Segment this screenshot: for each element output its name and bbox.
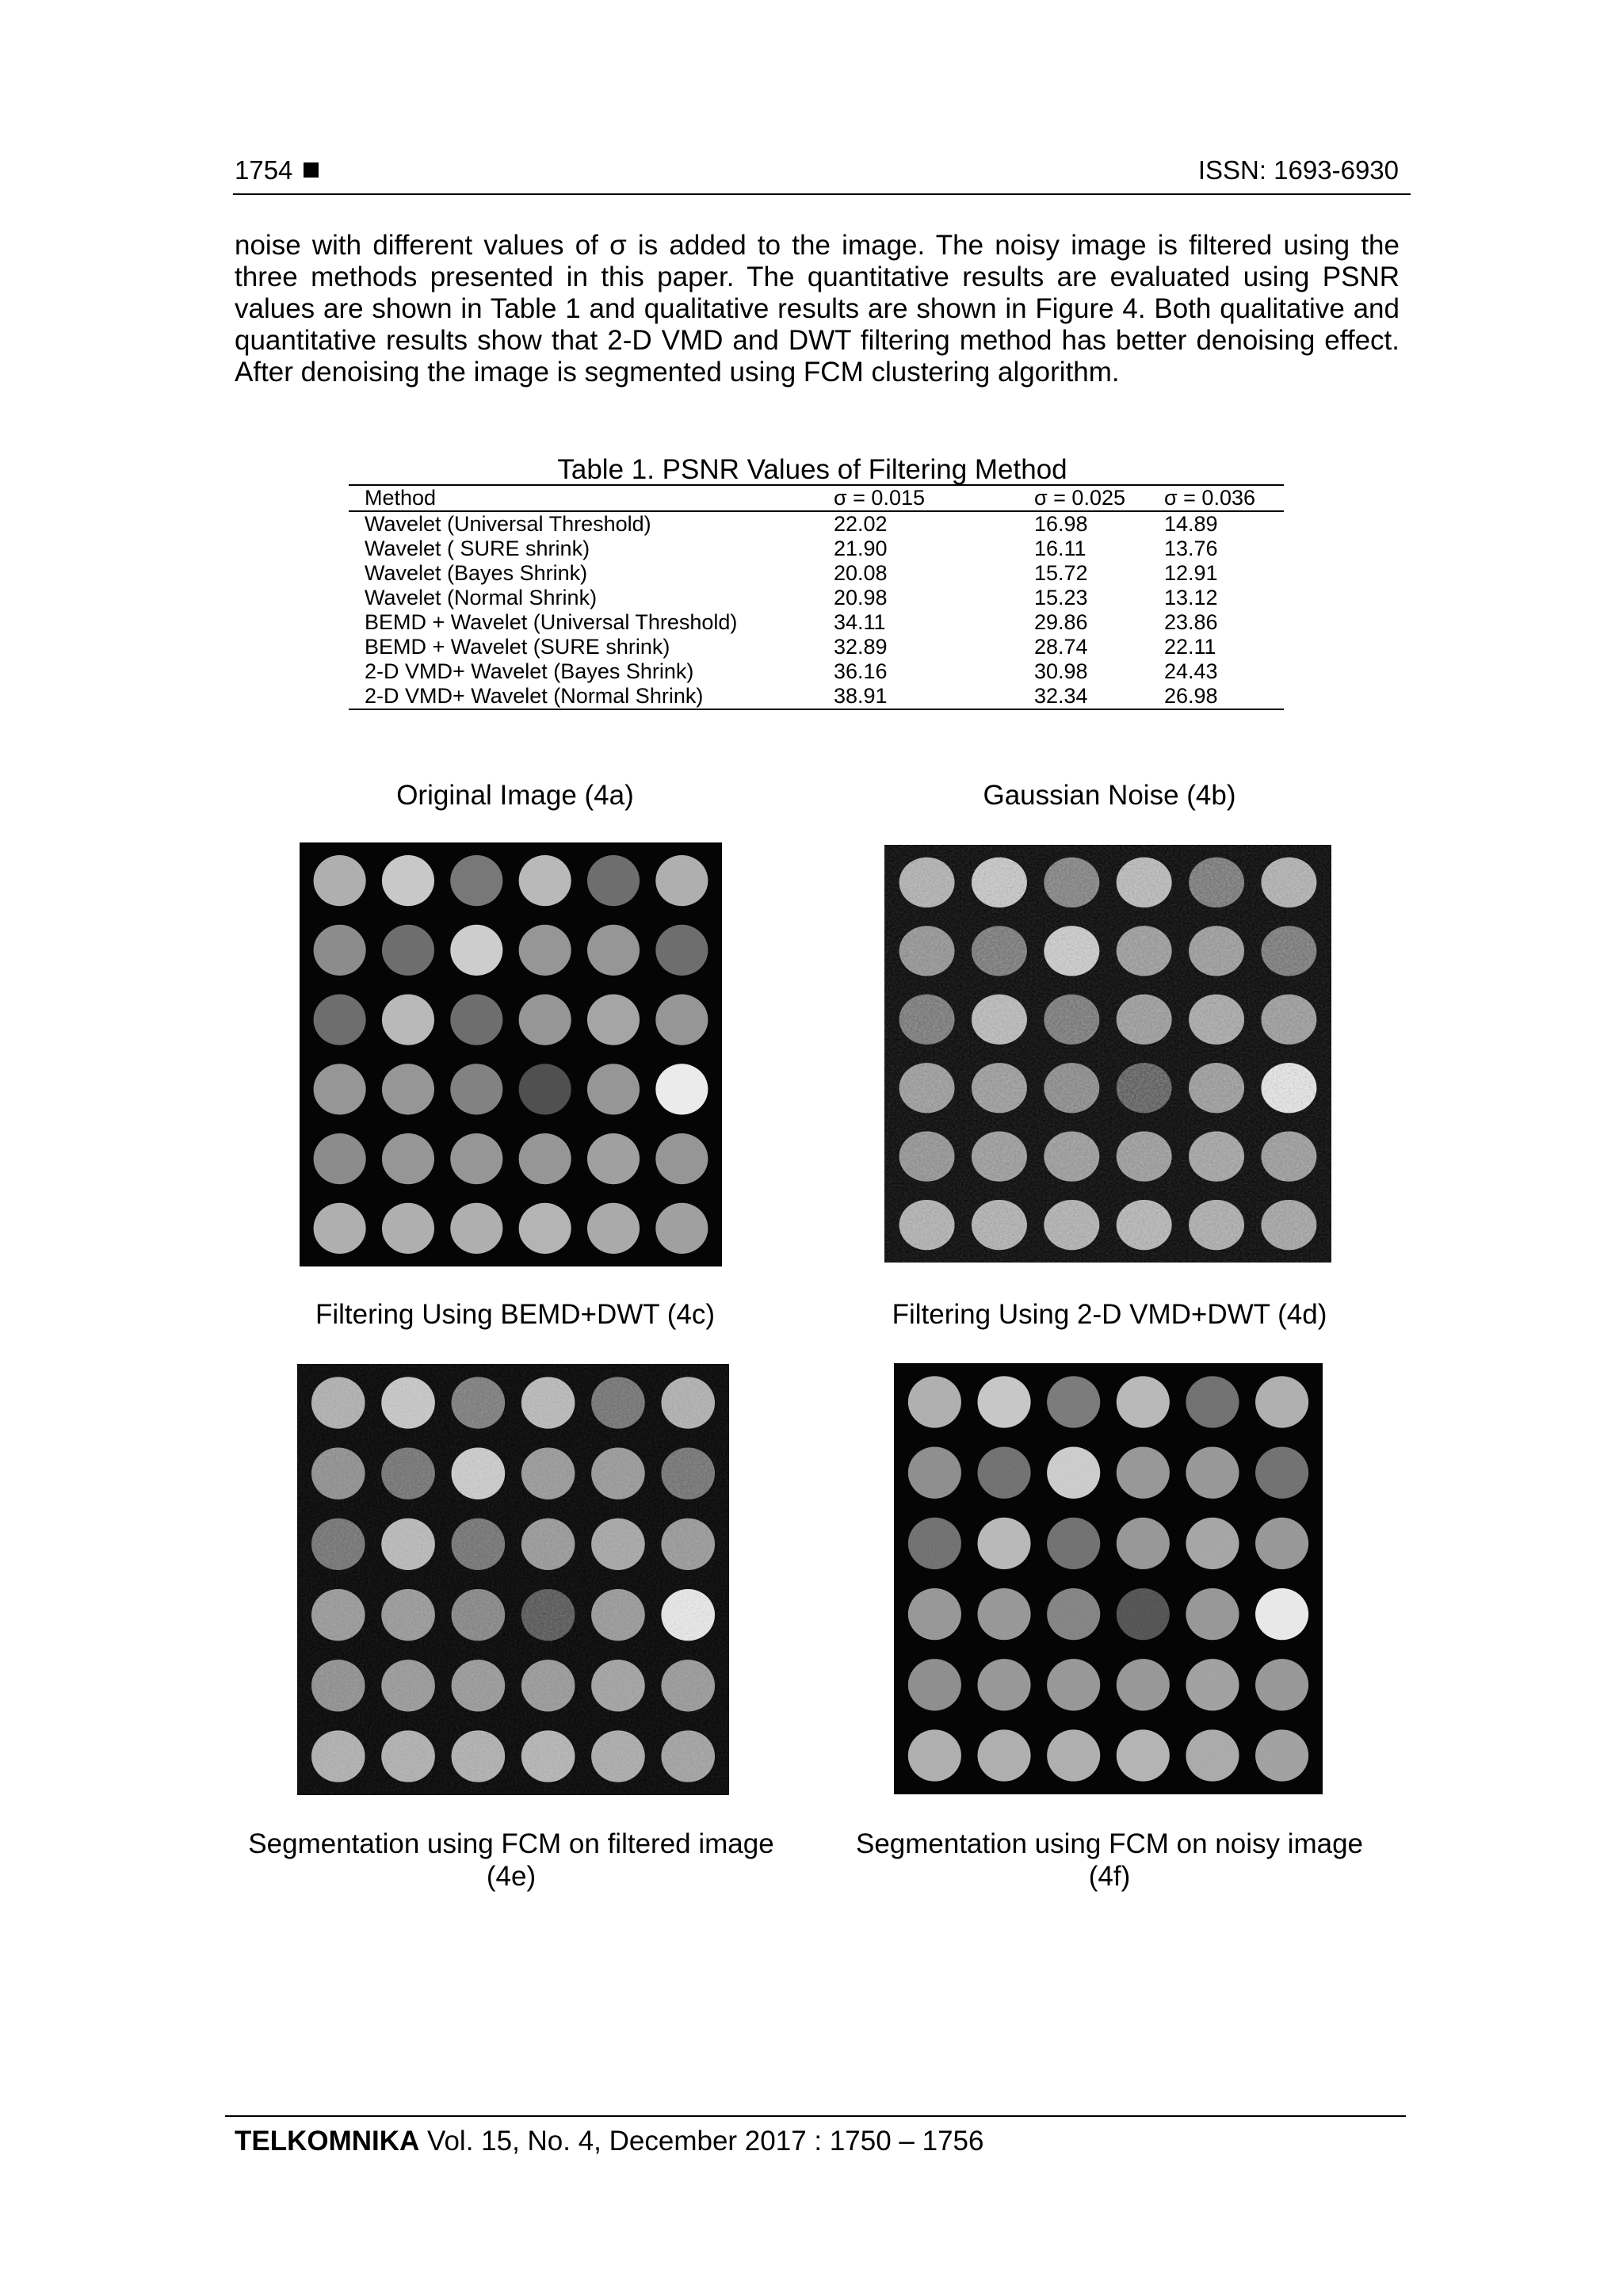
phantom-disc-noise bbox=[1255, 1518, 1308, 1569]
caption-4d: Filtering Using 2-D VMD+DWT (4d) bbox=[892, 1299, 1327, 1330]
phantom-disc bbox=[450, 1064, 502, 1114]
psnr-table bbox=[349, 484, 1284, 710]
phantom-disc-noise bbox=[1189, 1200, 1244, 1250]
psnr-cell: 20.98 bbox=[834, 586, 888, 609]
page-number bbox=[235, 155, 319, 185]
phantom-disc-noise bbox=[521, 1730, 575, 1782]
phantom-disc-noise bbox=[1117, 926, 1172, 976]
phantom-disc-noise bbox=[591, 1660, 645, 1711]
phantom-disc-noise bbox=[591, 1730, 645, 1782]
phantom-disc-noise bbox=[661, 1377, 715, 1428]
phantom-disc-noise bbox=[977, 1729, 1030, 1781]
method-cell: Wavelet (Bayes Shrink) bbox=[365, 561, 588, 585]
phantom-disc bbox=[587, 995, 640, 1045]
method-cell: Wavelet (Normal Shrink) bbox=[365, 586, 598, 609]
table-row bbox=[349, 659, 1284, 684]
phantom-disc-noise bbox=[661, 1448, 715, 1499]
phantom-disc-noise bbox=[1261, 926, 1316, 976]
journal-name: TELKOMNIKA bbox=[235, 2126, 420, 2157]
table-header-row bbox=[349, 485, 1284, 511]
phantom-disc-noise bbox=[1117, 1063, 1172, 1113]
phantom-disc-noise bbox=[661, 1660, 715, 1711]
phantom-disc bbox=[314, 925, 366, 976]
phantom-disc-noise bbox=[1117, 1200, 1172, 1250]
method-cell: BEMD + Wavelet (SURE shrink) bbox=[365, 635, 670, 659]
phantom-disc bbox=[655, 995, 708, 1045]
psnr-cell: 24.43 bbox=[1164, 659, 1218, 683]
psnr-cell: 22.02 bbox=[834, 512, 888, 536]
column-header: Method bbox=[365, 486, 437, 510]
phantom-disc bbox=[655, 925, 708, 976]
table-row bbox=[349, 684, 1284, 709]
black-square-icon bbox=[304, 162, 319, 178]
phantom-disc-noise bbox=[977, 1659, 1030, 1710]
caption-4e-line1: Segmentation using FCM on filtered image bbox=[248, 1828, 774, 1859]
psnr-cell: 34.11 bbox=[834, 610, 886, 634]
phantom-disc-noise bbox=[1117, 1376, 1170, 1427]
phantom-disc bbox=[587, 855, 640, 906]
phantom-disc-noise bbox=[1044, 1132, 1099, 1182]
phantom-disc-noise bbox=[1044, 995, 1099, 1045]
caption-4a: Original Image (4a) bbox=[396, 780, 634, 811]
caption-4b: Gaussian Noise (4b) bbox=[983, 780, 1236, 811]
phantom-disc bbox=[655, 1133, 708, 1184]
phantom-disc-noise bbox=[1255, 1729, 1308, 1781]
table-row bbox=[349, 537, 1284, 561]
phantom-disc-noise bbox=[1189, 858, 1244, 907]
phantom-disc-noise bbox=[908, 1447, 961, 1499]
phantom-disc-noise bbox=[1117, 1447, 1170, 1499]
psnr-cell: 13.12 bbox=[1164, 586, 1218, 609]
table-row bbox=[349, 586, 1284, 610]
method-cell: BEMD + Wavelet (Universal Threshold) bbox=[365, 610, 738, 634]
phantom-disc-noise bbox=[908, 1729, 961, 1781]
phantom-image bbox=[297, 1364, 729, 1795]
phantom-disc bbox=[314, 1133, 366, 1184]
phantom-disc-noise bbox=[591, 1448, 645, 1499]
phantom-disc-noise bbox=[591, 1519, 645, 1570]
phantom-disc-noise bbox=[381, 1448, 435, 1499]
table-row bbox=[349, 610, 1284, 635]
phantom-disc-noise bbox=[1117, 1588, 1170, 1640]
phantom-disc-noise bbox=[452, 1730, 506, 1782]
phantom-disc bbox=[519, 925, 571, 976]
phantom-disc bbox=[450, 995, 502, 1045]
phantom-disc-noise bbox=[1261, 858, 1316, 907]
psnr-cell: 16.11 bbox=[1034, 537, 1086, 560]
psnr-cell: 16.98 bbox=[1034, 512, 1088, 536]
phantom-disc-noise bbox=[972, 858, 1027, 907]
phantom-disc bbox=[519, 855, 571, 906]
phantom-disc-noise bbox=[661, 1730, 715, 1782]
phantom-disc-noise bbox=[972, 995, 1027, 1045]
caption-4f-line1: Segmentation using FCM on noisy image bbox=[855, 1828, 1364, 1859]
original-image-panel bbox=[300, 842, 722, 1266]
phantom-disc-noise bbox=[977, 1518, 1030, 1569]
phantom-disc-noise bbox=[972, 1200, 1027, 1250]
caption-4c: Filtering Using BEMD+DWT (4c) bbox=[315, 1299, 716, 1330]
phantom-disc bbox=[587, 925, 640, 976]
phantom-disc-noise bbox=[899, 926, 955, 976]
phantom-disc-noise bbox=[1261, 1063, 1316, 1113]
psnr-cell: 20.08 bbox=[834, 561, 888, 585]
phantom-disc-noise bbox=[1117, 995, 1172, 1045]
phantom-disc-noise bbox=[1044, 1200, 1099, 1250]
phantom-disc-noise bbox=[1186, 1659, 1239, 1710]
phantom-disc-noise bbox=[521, 1589, 575, 1641]
phantom-disc-noise bbox=[452, 1660, 506, 1711]
phantom-disc-noise bbox=[899, 858, 955, 907]
phantom-disc bbox=[450, 1133, 502, 1184]
phantom-disc bbox=[314, 1064, 366, 1114]
phantom-disc-noise bbox=[452, 1448, 506, 1499]
column-header: σ = 0.025 bbox=[1034, 486, 1126, 510]
psnr-cell: 28.74 bbox=[1034, 635, 1088, 659]
phantom-disc-noise bbox=[1255, 1659, 1308, 1710]
bemd-dwt-filtered-panel bbox=[297, 1364, 729, 1795]
phantom-disc bbox=[519, 995, 571, 1045]
method-cell: 2-D VMD+ Wavelet (Normal Shrink) bbox=[365, 684, 704, 708]
phantom-image bbox=[894, 1363, 1323, 1794]
table-caption: Table 1. PSNR Values of Filtering Method bbox=[557, 454, 1067, 485]
caption-4e bbox=[238, 1828, 785, 1893]
phantom-disc bbox=[519, 1064, 571, 1114]
table-row bbox=[349, 561, 1284, 586]
phantom-disc-noise bbox=[1047, 1588, 1100, 1640]
phantom-disc-noise bbox=[1186, 1729, 1239, 1781]
psnr-cell: 30.98 bbox=[1034, 659, 1088, 683]
phantom-disc-noise bbox=[1047, 1729, 1100, 1781]
method-cell: Wavelet (Universal Threshold) bbox=[365, 512, 651, 536]
phantom-disc bbox=[382, 1133, 434, 1184]
phantom-disc bbox=[450, 925, 502, 976]
method-cell: Wavelet ( SURE shrink) bbox=[365, 537, 590, 560]
phantom-disc-noise bbox=[1255, 1376, 1308, 1427]
table-row bbox=[349, 635, 1284, 659]
psnr-cell: 15.72 bbox=[1034, 561, 1088, 585]
phantom-disc-noise bbox=[1186, 1447, 1239, 1499]
phantom-disc-noise bbox=[1189, 1063, 1244, 1113]
caption-4f-line2: (4f) bbox=[1088, 1861, 1131, 1892]
phantom-disc bbox=[655, 1203, 708, 1254]
phantom-disc-noise bbox=[1117, 858, 1172, 907]
footer-rule bbox=[225, 2115, 1406, 2117]
phantom-disc-noise bbox=[977, 1376, 1030, 1427]
phantom-disc-noise bbox=[452, 1377, 506, 1428]
phantom-disc-noise bbox=[381, 1377, 435, 1428]
phantom-disc-noise bbox=[591, 1589, 645, 1641]
phantom-disc-noise bbox=[1186, 1518, 1239, 1569]
psnr-cell: 32.89 bbox=[834, 635, 888, 659]
body-paragraph: noise with different values of σ is added to the image. The noisy image is filtered using the three methods presented in this paper. The quantitative results are evaluated using PSNR values are shown in Table 1 and qualitative results are shown in Figure 4. Both qualitative and quantitative results show that 2-D VMD and DWT filtering method has better denoising effect. After denoising the image is segmented using FCM clustering algorithm. bbox=[235, 230, 1400, 388]
phantom-disc-noise bbox=[1047, 1659, 1100, 1710]
phantom-disc-noise bbox=[452, 1589, 506, 1641]
phantom-disc-noise bbox=[452, 1519, 506, 1570]
phantom-disc bbox=[382, 1203, 434, 1254]
phantom-disc bbox=[450, 855, 502, 906]
phantom-disc-noise bbox=[661, 1589, 715, 1641]
phantom-disc-noise bbox=[1189, 1132, 1244, 1182]
phantom-disc bbox=[382, 925, 434, 976]
phantom-disc-noise bbox=[381, 1730, 435, 1782]
gaussian-noise-panel bbox=[884, 845, 1331, 1263]
phantom-disc bbox=[519, 1203, 571, 1254]
phantom-disc-noise bbox=[1047, 1376, 1100, 1427]
phantom-disc-noise bbox=[311, 1589, 365, 1641]
psnr-cell: 12.91 bbox=[1164, 561, 1218, 585]
phantom-disc-noise bbox=[1117, 1659, 1170, 1710]
psnr-cell: 32.34 bbox=[1034, 684, 1088, 708]
psnr-cell: 15.23 bbox=[1034, 586, 1088, 609]
phantom-disc-noise bbox=[1255, 1588, 1308, 1640]
phantom-disc-noise bbox=[1047, 1447, 1100, 1499]
psnr-cell: 26.98 bbox=[1164, 684, 1218, 708]
phantom-disc-noise bbox=[311, 1377, 365, 1428]
phantom-image bbox=[300, 842, 722, 1266]
phantom-disc-noise bbox=[661, 1519, 715, 1570]
phantom-disc-noise bbox=[899, 1132, 955, 1182]
phantom-disc-noise bbox=[1044, 1063, 1099, 1113]
phantom-disc bbox=[450, 1203, 502, 1254]
phantom-disc bbox=[655, 855, 708, 906]
phantom-disc-noise bbox=[1044, 858, 1099, 907]
psnr-cell: 21.90 bbox=[834, 537, 888, 560]
column-header: σ = 0.036 bbox=[1164, 486, 1256, 510]
phantom-disc-noise bbox=[381, 1519, 435, 1570]
footer bbox=[235, 2126, 983, 2157]
psnr-cell: 23.86 bbox=[1164, 610, 1218, 634]
table-row bbox=[349, 511, 1284, 537]
phantom-disc-noise bbox=[1047, 1518, 1100, 1569]
phantom-disc-noise bbox=[1261, 1200, 1316, 1250]
psnr-cell: 29.86 bbox=[1034, 610, 1088, 634]
phantom-disc-noise bbox=[1189, 995, 1244, 1045]
phantom-disc-noise bbox=[311, 1660, 365, 1711]
phantom-disc bbox=[382, 1064, 434, 1114]
phantom-disc bbox=[655, 1064, 708, 1114]
phantom-disc bbox=[382, 995, 434, 1045]
phantom-disc-noise bbox=[1255, 1447, 1308, 1499]
phantom-disc-noise bbox=[972, 1132, 1027, 1182]
phantom-disc-noise bbox=[1044, 926, 1099, 976]
phantom-disc-noise bbox=[908, 1376, 961, 1427]
phantom-disc-noise bbox=[381, 1589, 435, 1641]
phantom-disc-noise bbox=[311, 1519, 365, 1570]
caption-4e-line2: (4e) bbox=[486, 1861, 537, 1892]
phantom-disc bbox=[587, 1203, 640, 1254]
psnr-cell: 36.16 bbox=[834, 659, 888, 683]
phantom-disc-noise bbox=[1261, 995, 1316, 1045]
phantom-disc-noise bbox=[972, 926, 1027, 976]
column-header: σ = 0.015 bbox=[834, 486, 926, 510]
caption-4f bbox=[840, 1828, 1379, 1893]
phantom-disc bbox=[314, 1203, 366, 1254]
phantom-disc-noise bbox=[977, 1588, 1030, 1640]
psnr-cell: 13.76 bbox=[1164, 537, 1218, 560]
phantom-disc-noise bbox=[1117, 1518, 1170, 1569]
phantom-disc-noise bbox=[899, 995, 955, 1045]
header-rule bbox=[233, 193, 1411, 195]
psnr-cell: 38.91 bbox=[834, 684, 888, 708]
phantom-disc-noise bbox=[1261, 1132, 1316, 1182]
phantom-disc-noise bbox=[899, 1200, 955, 1250]
citation: Vol. 15, No. 4, December 2017 : 1750 – 1756 bbox=[419, 2126, 984, 2157]
phantom-disc-noise bbox=[1117, 1729, 1170, 1781]
phantom-disc bbox=[587, 1064, 640, 1114]
vmd-dwt-filtered-panel bbox=[894, 1363, 1323, 1794]
phantom-disc bbox=[382, 855, 434, 906]
phantom-disc-noise bbox=[521, 1519, 575, 1570]
phantom-disc-noise bbox=[1117, 1132, 1172, 1182]
phantom-disc-noise bbox=[1189, 926, 1244, 976]
phantom-disc bbox=[587, 1133, 640, 1184]
phantom-disc-noise bbox=[521, 1660, 575, 1711]
phantom-disc-noise bbox=[899, 1063, 955, 1113]
phantom-disc-noise bbox=[1186, 1588, 1239, 1640]
phantom-disc-noise bbox=[972, 1063, 1027, 1113]
phantom-disc-noise bbox=[908, 1588, 961, 1640]
phantom-disc-noise bbox=[311, 1730, 365, 1782]
phantom-disc-noise bbox=[521, 1448, 575, 1499]
phantom-disc-noise bbox=[381, 1660, 435, 1711]
phantom-disc bbox=[314, 995, 366, 1045]
method-cell: 2-D VMD+ Wavelet (Bayes Shrink) bbox=[365, 659, 694, 683]
psnr-cell: 22.11 bbox=[1164, 635, 1216, 659]
page-number-text: 1754 bbox=[235, 155, 293, 185]
phantom-disc-noise bbox=[311, 1448, 365, 1499]
issn: ISSN: 1693-6930 bbox=[1197, 155, 1399, 185]
phantom-disc-noise bbox=[908, 1659, 961, 1710]
phantom-disc-noise bbox=[977, 1447, 1030, 1499]
phantom-disc-noise bbox=[908, 1518, 961, 1569]
phantom-disc-noise bbox=[521, 1377, 575, 1428]
phantom-disc bbox=[519, 1133, 571, 1184]
psnr-cell: 14.89 bbox=[1164, 512, 1218, 536]
phantom-disc-noise bbox=[591, 1377, 645, 1428]
phantom-disc bbox=[314, 855, 366, 906]
phantom-disc-noise bbox=[1186, 1376, 1239, 1427]
phantom-image bbox=[884, 845, 1331, 1263]
